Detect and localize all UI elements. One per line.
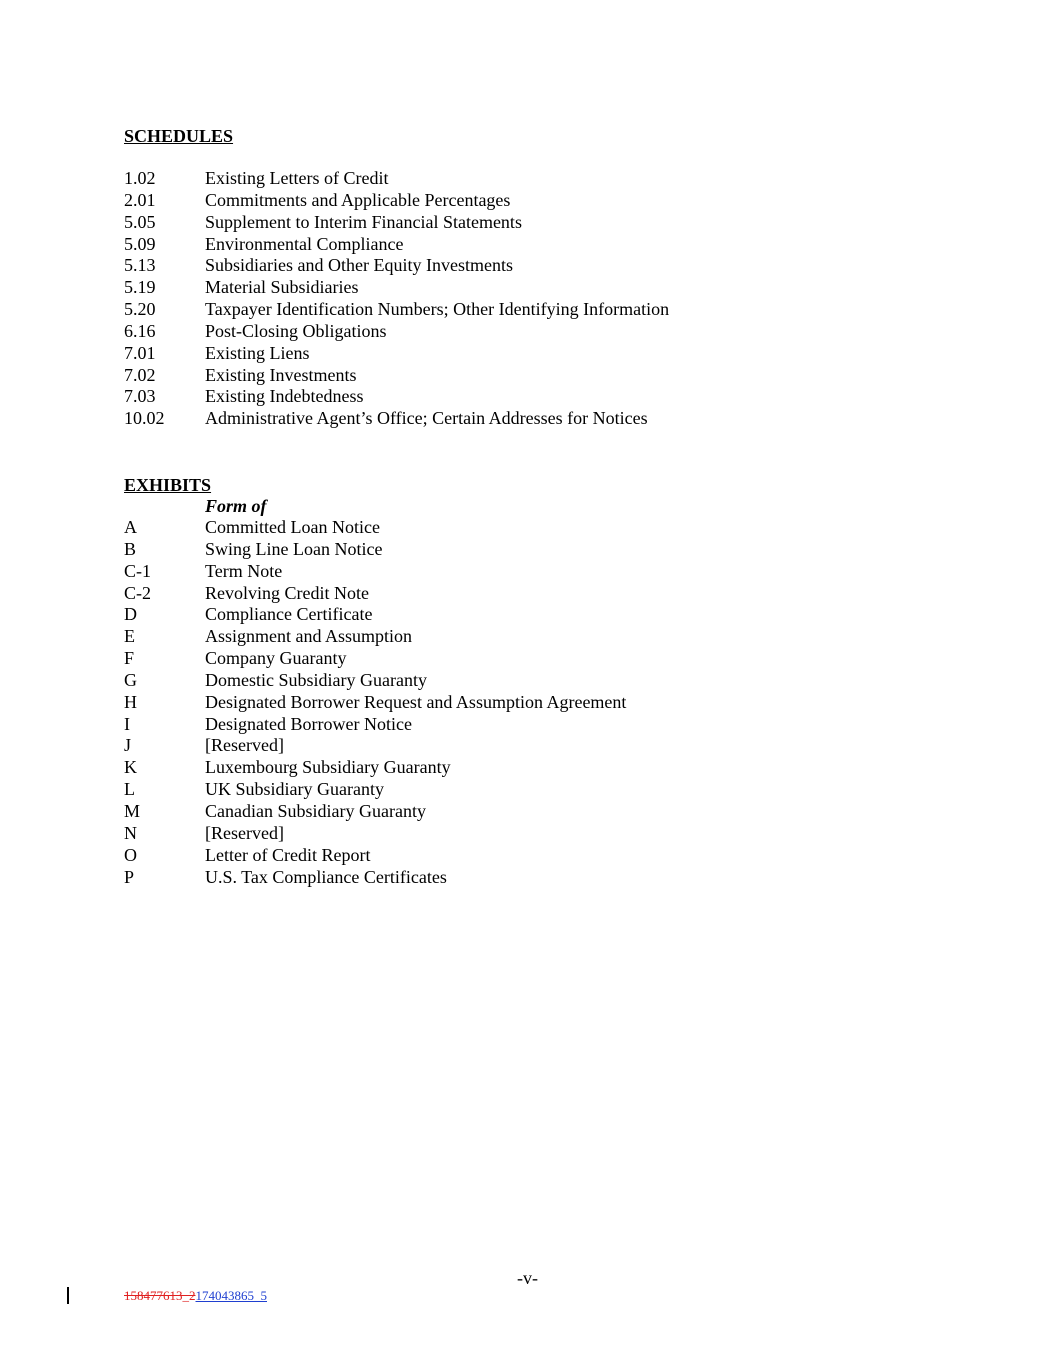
exhibits-list [124,517,626,888]
document-id [124,1288,267,1304]
document-id-inserted: 174043865_5 [195,1288,267,1303]
exhibit-item-title: Swing Line Loan Notice [205,538,383,559]
exhibit-item-title: Designated Borrower Request and Assumption Agreement [205,691,627,712]
schedule-item-number: 5.20 [124,299,156,320]
exhibit-item [124,823,626,845]
schedule-item-title: Existing Investments [205,364,357,385]
exhibit-item-title: UK Subsidiary Guaranty [205,779,384,800]
exhibit-item-title: Committed Loan Notice [205,517,380,537]
schedule-item-title: Post-Closing Obligations [205,320,387,341]
schedule-item [124,365,669,387]
exhibit-item-number: M [124,800,141,821]
exhibit-item [124,867,626,889]
schedule-item [124,321,669,343]
document-id-deleted: 158477613_2 [124,1288,196,1303]
schedule-item [124,277,669,299]
schedule-item-number: 1.02 [124,168,156,188]
schedule-item-number: 7.03 [124,386,156,407]
exhibit-item [124,539,626,561]
schedule-item [124,408,669,430]
exhibit-item-title: [Reserved] [205,822,284,843]
schedule-item-number: 5.19 [124,277,156,298]
exhibit-item-number: G [124,669,137,690]
schedules-list [124,168,669,430]
exhibit-item-number: L [124,779,135,800]
exhibit-item-number: I [124,713,130,734]
exhibit-item-title: Compliance Certificate [205,604,373,625]
exhibit-item [124,801,626,823]
schedules-heading: SCHEDULES [124,126,234,146]
exhibit-item-number: N [124,822,137,843]
schedule-item-number: 10.02 [124,408,165,429]
exhibit-item [124,845,626,867]
schedule-item-number: 7.02 [124,364,156,385]
exhibit-item-number: C-1 [124,560,151,581]
exhibit-item [124,670,626,692]
schedule-item [124,212,669,234]
exhibit-item [124,757,626,779]
schedule-item-title: Taxpayer Identification Numbers; Other Identifying Information [205,299,670,320]
schedule-item [124,168,669,190]
schedule-item [124,255,669,277]
exhibit-item-title: Canadian Subsidiary Guaranty [205,800,426,821]
exhibit-item-number: O [124,844,137,865]
schedule-item-number: 5.13 [124,255,156,276]
exhibit-item-number: J [124,735,132,756]
exhibit-item [124,735,626,757]
exhibit-item [124,583,626,605]
exhibit-item [124,604,626,626]
exhibit-item-title: Letter of Credit Report [205,844,371,865]
schedule-item-title: Supplement to Interim Financial Statements [205,211,522,232]
exhibit-item-number: A [124,517,137,537]
exhibits-form-of-label: Form of [205,496,267,516]
exhibit-item [124,517,626,539]
exhibit-item-title: Term Note [205,560,283,581]
exhibit-item-title: Revolving Credit Note [205,582,369,603]
schedule-item-title: Existing Letters of Credit [205,168,389,188]
exhibit-item-title: U.S. Tax Compliance Certificates [205,866,447,887]
exhibit-item [124,714,626,736]
revision-change-bar [67,1287,69,1304]
exhibit-item [124,692,626,714]
exhibit-item-number: B [124,538,137,559]
schedule-item-title: Subsidiaries and Other Equity Investments [205,255,513,276]
schedule-item-title: Existing Indebtedness [205,386,364,407]
schedule-item-number: 7.01 [124,342,156,363]
exhibit-item-title: Luxembourg Subsidiary Guaranty [205,757,451,778]
schedule-item [124,299,669,321]
exhibit-item-number: F [124,648,135,669]
exhibit-item [124,626,626,648]
exhibit-item-number: D [124,604,137,625]
exhibit-item-number: C-2 [124,582,151,603]
page-number: -v- [517,1268,538,1288]
exhibit-item [124,561,626,583]
schedule-item [124,343,669,365]
exhibit-item-number: P [124,866,135,887]
exhibit-item-number: K [124,757,137,778]
schedule-item-number: 5.09 [124,233,156,254]
exhibit-item-title: Assignment and Assumption [205,626,413,647]
schedule-item-title: Commitments and Applicable Percentages [205,189,511,210]
schedule-item [124,234,669,256]
schedule-item [124,386,669,408]
schedule-item [124,190,669,212]
exhibit-item-number: H [124,691,137,712]
schedule-item-title: Administrative Agent’s Office; Certain Addresses for Notices [205,408,648,429]
exhibit-item-title: [Reserved] [205,735,284,756]
exhibits-heading: EXHIBITS [124,475,212,495]
exhibit-item-title: Domestic Subsidiary Guaranty [205,669,427,690]
schedule-item-title: Environmental Compliance [205,233,404,254]
schedule-item-title: Existing Liens [205,342,310,363]
schedule-item-number: 6.16 [124,320,156,341]
schedule-item-number: 5.05 [124,211,156,232]
schedule-item-title: Material Subsidiaries [205,277,359,298]
schedule-item-number: 2.01 [124,189,156,210]
exhibit-item [124,779,626,801]
exhibit-item-title: Company Guaranty [205,648,347,669]
exhibit-item-number: E [124,626,135,647]
exhibit-item [124,648,626,670]
exhibit-item-title: Designated Borrower Notice [205,713,412,734]
